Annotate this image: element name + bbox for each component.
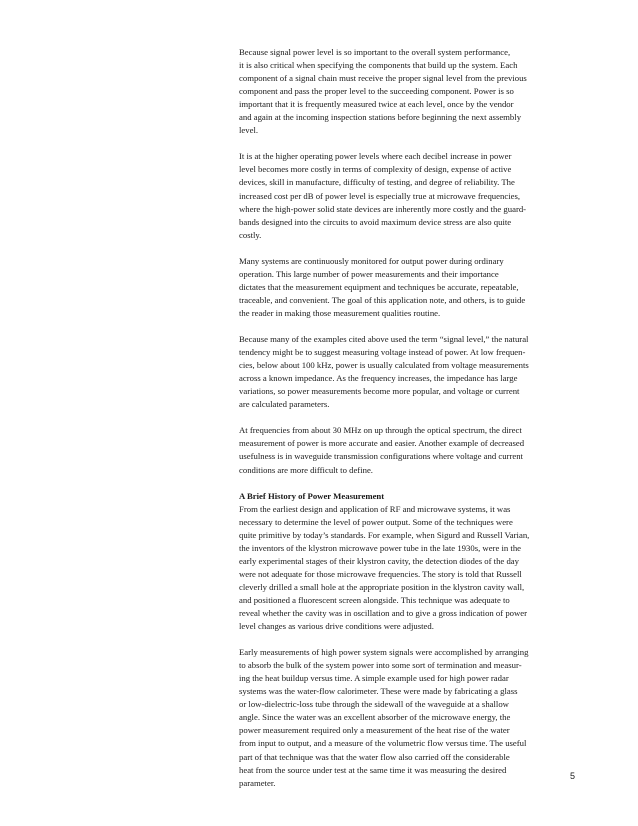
body-text — [239, 46, 579, 803]
text-line: part of that technique was that the water flow also carried off the considerable — [239, 751, 510, 762]
text-line: it is also critical when specifying the components that build up the system. Each — [239, 60, 518, 71]
text-line: to absorb the bulk of the system power into some sort of termination and measur- — [239, 660, 522, 671]
text-line: tendency might be to suggest measuring voltage instead of power. At low frequen- — [239, 347, 526, 358]
text-line: power measurement required only a measurement of the heat rise of the water — [239, 725, 510, 736]
text-line: and again at the incoming inspection stations before beginning the next assembly — [239, 112, 522, 123]
paragraph — [239, 255, 579, 320]
text-line: parameter. — [239, 777, 276, 788]
text-line: and positioned a fluorescent screen alongside. This technique was adequate to — [239, 594, 510, 605]
text-line: operation. This large number of power measurements and their importance — [239, 268, 499, 279]
text-line: Because signal power level is so important to the overall system performance, — [239, 47, 511, 57]
paragraph — [239, 150, 579, 241]
text-line: reveal whether the cavity was in oscillation and to give a gross indication of power — [239, 608, 528, 619]
text-line: or low-dielectric-loss tube through the sidewall of the waveguide at a shallow — [239, 699, 509, 710]
text-line: from input to output, and a measure of the volumetric flow versus time. The useful — [239, 738, 527, 749]
page-number: 5 — [570, 771, 576, 781]
text-line: Because many of the examples cited above used the term “signal level,” the natural — [239, 334, 529, 345]
text-line: level. — [239, 125, 259, 136]
text-line: angle. Since the water was an excellent absorber of the microwave energy, the — [239, 712, 511, 723]
text-line: Early measurements of high power system signals were accomplished by arranging — [239, 647, 529, 658]
text-line: conditions are more difficult to define. — [239, 464, 373, 475]
text-line: increased cost per dB of power level is especially true at microwave frequencies, — [239, 190, 521, 201]
text-line: costly. — [239, 229, 262, 240]
text-line: From the earliest design and application of RF and microwave systems, it was — [239, 503, 511, 514]
paragraph — [239, 646, 579, 790]
paragraph — [239, 46, 579, 137]
text-line: bands designed into the circuits to avoid maximum device stress are also quite — [239, 216, 512, 227]
text-line: the reader in making those measurement qualities routine. — [239, 307, 441, 318]
text-line: ing the heat buildup versus time. A simple example used for high power radar — [239, 673, 509, 684]
text-line: across a known impedance. As the frequency increases, the impedance has large — [239, 373, 518, 384]
section-history — [239, 490, 579, 790]
text-line: traceable, and convenient. The goal of this application note, and others, is to guide — [239, 294, 526, 305]
paragraph — [239, 424, 579, 476]
section-paragraphs — [239, 503, 579, 790]
text-line: quite primitive by today’s standards. For example, when Sigurd and Russell Varian, — [239, 529, 530, 540]
paragraph — [239, 333, 579, 411]
text-line: systems was the water-flow calorimeter. These were made by fabricating a glass — [239, 686, 518, 697]
text-line: level becomes more costly in terms of complexity of design, expense of active — [239, 164, 512, 175]
text-line: necessary to determine the level of power output. Some of the techniques were — [239, 516, 513, 527]
text-line: It is at the higher operating power levels where each decibel increase in power — [239, 151, 512, 162]
text-line: early experimental stages of their klystron cavity, the detection diodes of the day — [239, 555, 519, 566]
text-line: important that it is frequently measured twice at each level, once by the vendor — [239, 99, 514, 110]
text-line: were not adequate for those microwave frequencies. The story is told that Russell — [239, 568, 522, 579]
text-line: At frequencies from about 30 MHz on up through the optical spectrum, the direct — [239, 425, 522, 436]
text-line: component and pass the proper level to the succeeding component. Power is so — [239, 86, 514, 97]
text-line: devices, skill in manufacture, difficulty of testing, and degree of reliability. The — [239, 177, 515, 188]
text-line: where the high-power solid state devices are inherently more costly and the guard- — [239, 203, 527, 214]
paragraph — [239, 503, 579, 633]
intro-paragraphs — [239, 46, 579, 477]
text-line: heat from the source under test at the same time it was measuring the desired — [239, 764, 507, 775]
text-line: the inventors of the klystron microwave power tube in the late 1930s, were in the — [239, 542, 522, 553]
text-line: usefulness is in waveguide transmission configurations where voltage and current — [239, 451, 523, 462]
text-line: component of a signal chain must receive the proper signal level from the previous — [239, 73, 527, 84]
text-line: variations, so power measurements become more popular, and voltage or current — [239, 386, 520, 397]
text-line: cleverly drilled a small hole at the appropriate position in the klystron cavity wall, — [239, 581, 525, 592]
text-line: cies, below about 100 kHz, power is usually calculated from voltage measurements — [239, 360, 529, 371]
text-line: level changes as various drive conditions were adjusted. — [239, 621, 434, 632]
text-line: measurement of power is more accurate and easier. Another example of decreased — [239, 438, 525, 449]
text-line: dictates that the measurement equipment and techniques be accurate, repeatable, — [239, 281, 519, 292]
text-line: are calculated parameters. — [239, 399, 330, 410]
text-line: Many systems are continuously monitored for output power during ordinary — [239, 255, 504, 266]
section-heading: A Brief History of Power Measurement — [239, 490, 385, 501]
